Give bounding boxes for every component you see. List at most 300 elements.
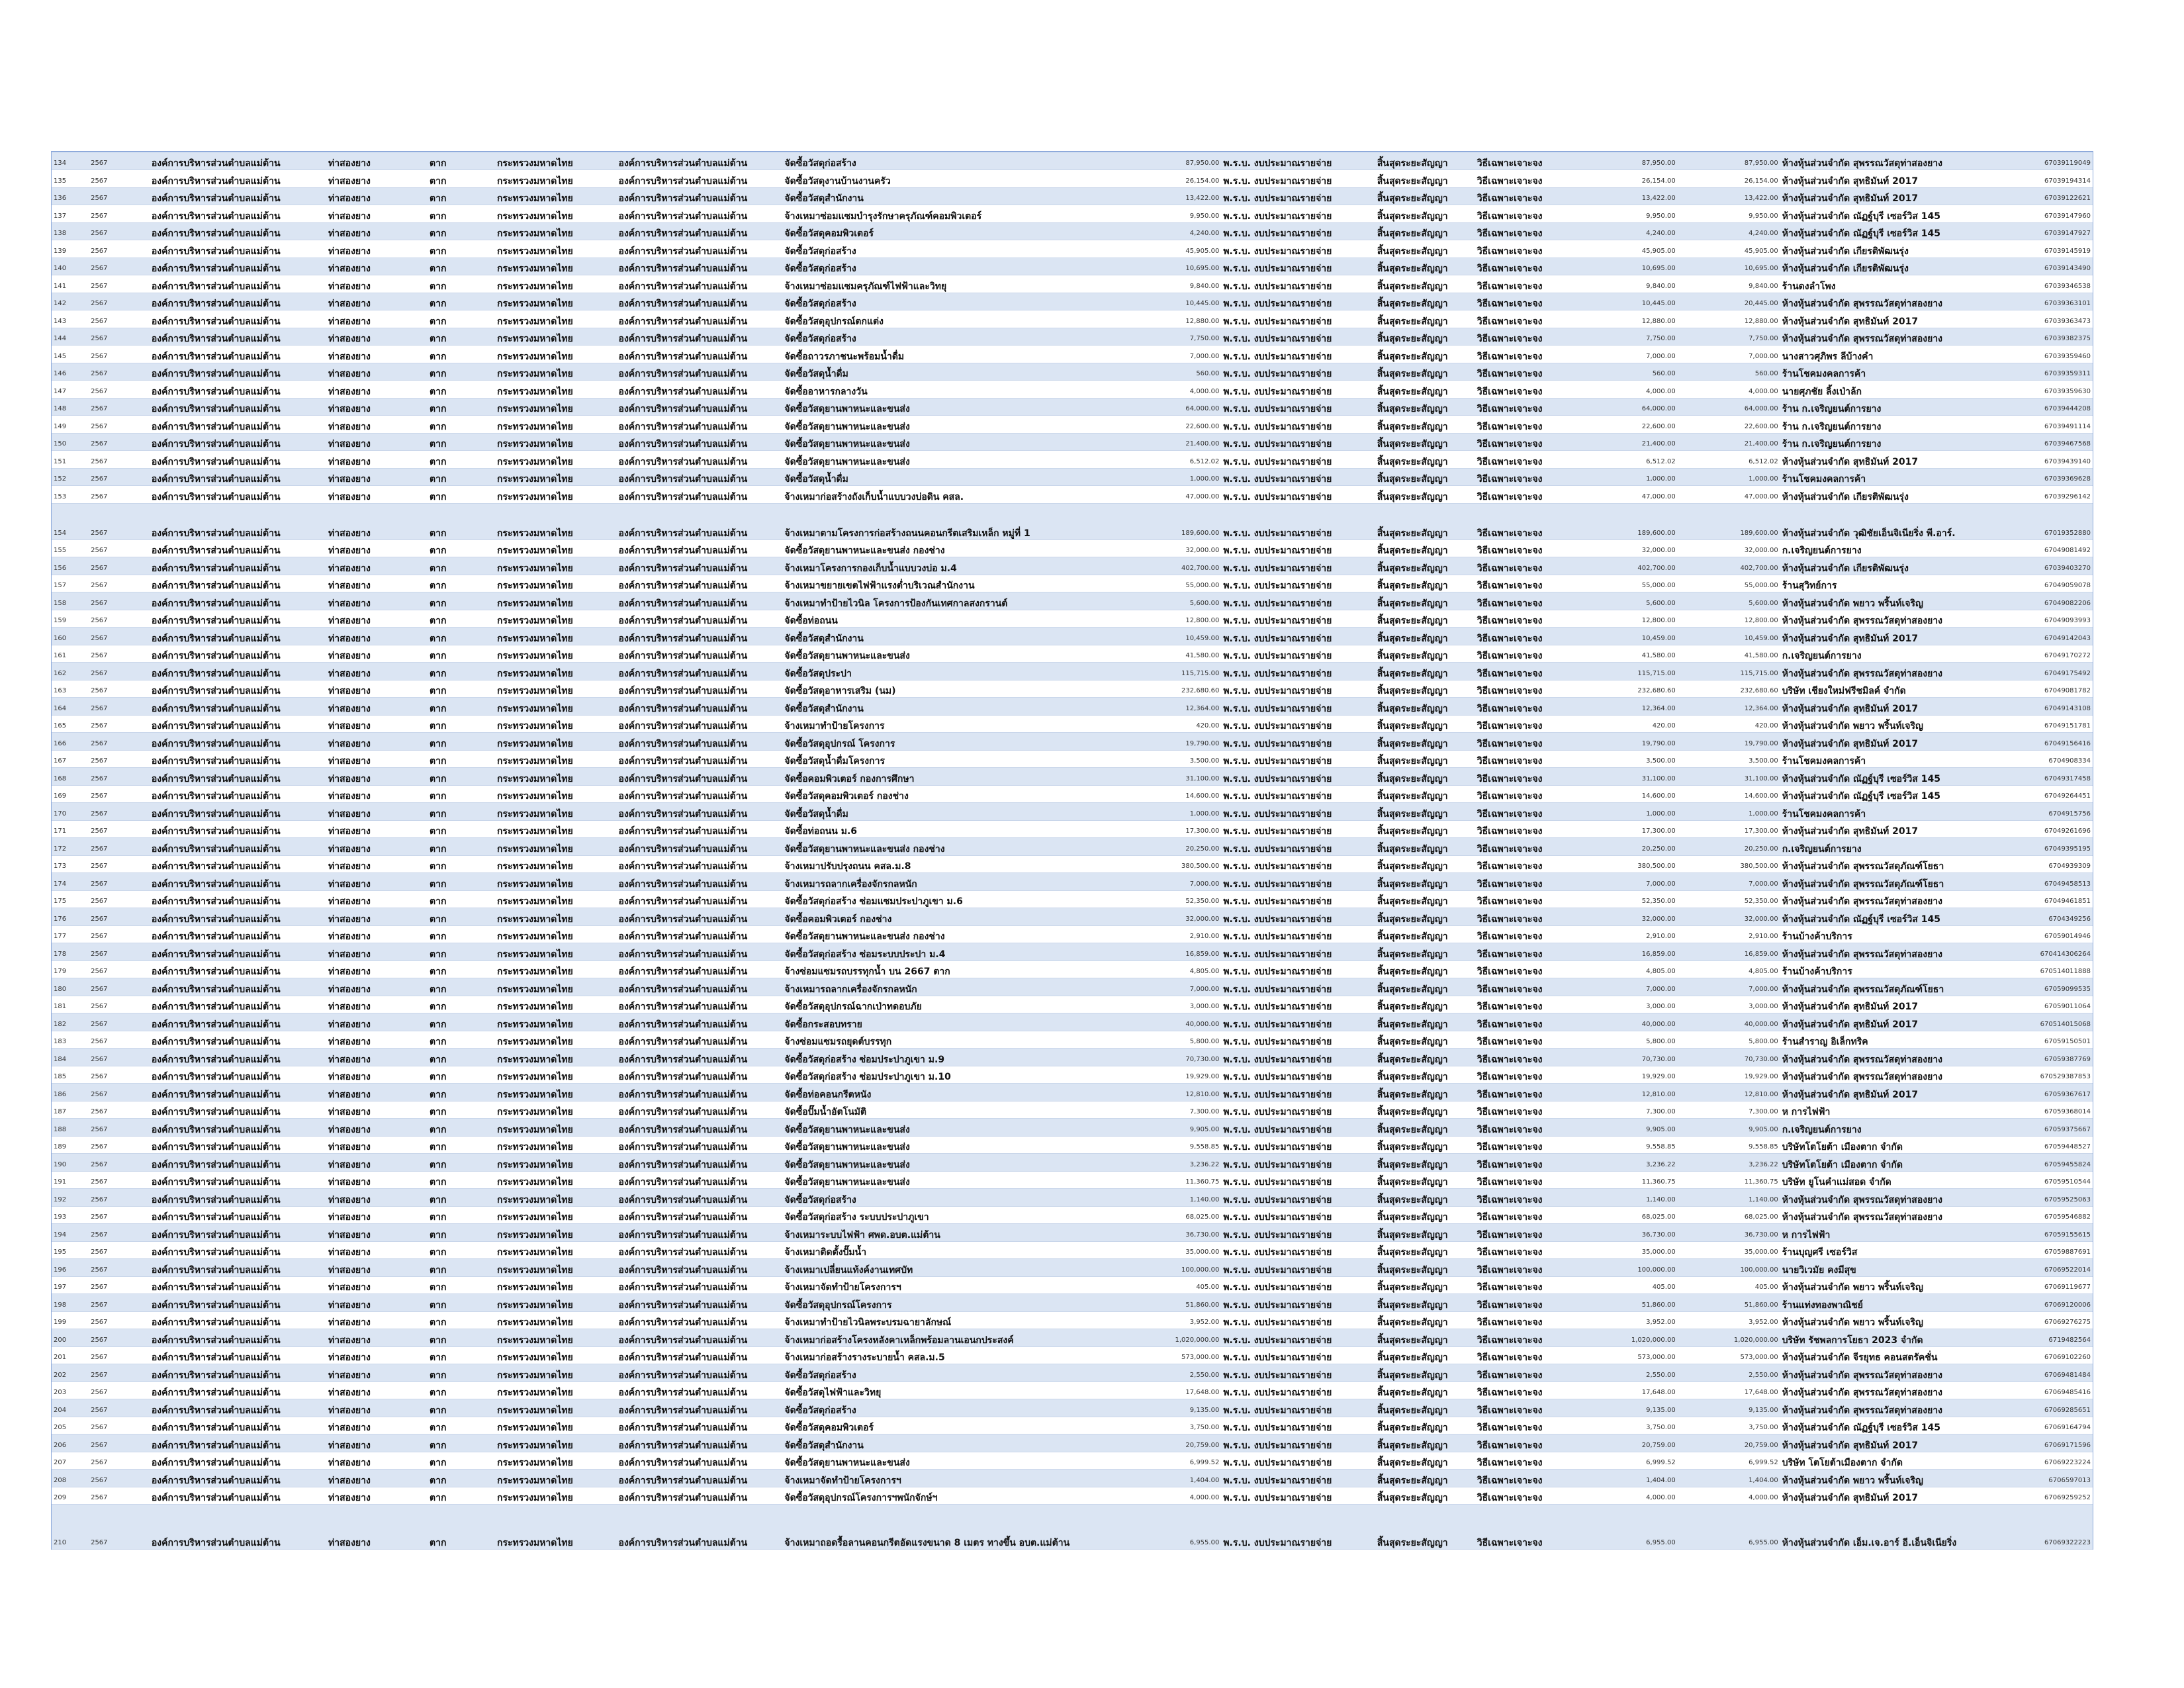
- district: ท่าสองยาง: [326, 803, 428, 821]
- agency: องค์การบริหารส่วนตำบลแม่ต้าน: [150, 381, 326, 399]
- vendor: ห้างหุ้นส่วนจำกัด สุพรรณวัสดุท่าสองยาง: [1780, 152, 1997, 170]
- project-name: จัดซื้อวัสดุสำนักงาน: [782, 628, 1133, 645]
- province: ตาก: [428, 1241, 495, 1259]
- budget-source: พ.ร.บ. งบประมาณรายจ่าย: [1221, 750, 1375, 768]
- project-name: จัดซื้อวัสดุก่อสร้าง ระบบประปาภูเขา: [782, 1206, 1133, 1224]
- row-number: 161: [52, 645, 89, 663]
- reference-price: 21,400.00: [1576, 433, 1678, 451]
- province: ตาก: [428, 152, 495, 170]
- ministry: กระทรวงมหาดไทย: [495, 1311, 617, 1329]
- project-name: จัดซื้อวัสดุก่อสร้าง: [782, 1364, 1133, 1382]
- vendor: ห้างหุ้นส่วนจำกัด ณัฏฐ์บุรี เซอร์วิส 145: [1780, 768, 1997, 786]
- agency: องค์การบริหารส่วนตำบลแม่ต้าน: [150, 328, 326, 346]
- row-number: 197: [52, 1276, 89, 1294]
- status: สิ้นสุดระยะสัญญา: [1375, 205, 1475, 223]
- budget: 19,929.00: [1134, 1066, 1222, 1084]
- method: วิธีเฉพาะเจาะจง: [1475, 978, 1576, 996]
- district: ท่าสองยาง: [326, 855, 428, 873]
- district: ท่าสองยาง: [326, 663, 428, 680]
- contract-price: 4,000.00: [1678, 381, 1780, 399]
- row-number: 134: [52, 152, 89, 170]
- contract-price: 4,240.00: [1678, 222, 1780, 240]
- province: ตาก: [428, 575, 495, 592]
- department: องค์การบริหารส่วนตำบลแม่ต้าน: [617, 610, 783, 628]
- row-number: 139: [52, 240, 89, 258]
- vendor: ห้างหุ้นส่วนจำกัด สุพรรณวัสดุท่าสองยาง: [1780, 1189, 1997, 1207]
- contract-price: 5,600.00: [1678, 592, 1780, 610]
- district: ท่าสองยาง: [326, 1382, 428, 1399]
- reference-price: 41,580.00: [1576, 645, 1678, 663]
- agency: องค์การบริหารส่วนตำบลแม่ต้าน: [150, 663, 326, 680]
- budget: 4,805.00: [1134, 961, 1222, 978]
- ministry: กระทรวงมหาดไทย: [495, 1329, 617, 1347]
- ministry: กระทรวงมหาดไทย: [495, 820, 617, 838]
- project-id: 67059011064: [1997, 996, 2093, 1013]
- status: สิ้นสุดระยะสัญญา: [1375, 1206, 1475, 1224]
- method: วิธีเฉพาะเจาะจง: [1475, 1066, 1576, 1084]
- contract-price: 9,840.00: [1678, 275, 1780, 293]
- department: องค์การบริหารส่วนตำบลแม่ต้าน: [617, 628, 783, 645]
- reference-price: 12,880.00: [1576, 310, 1678, 328]
- table-row: [52, 503, 2093, 539]
- table-row: [52, 1101, 2093, 1119]
- budget-source: พ.ร.บ. งบประมาณรายจ่าย: [1221, 978, 1375, 996]
- vendor: ห้างหุ้นส่วนจำกัด พยาว พริ้นท์เจริญ: [1780, 715, 1997, 733]
- table-row: [52, 575, 2093, 592]
- budget-source: พ.ร.บ. งบประมาณรายจ่าย: [1221, 170, 1375, 188]
- department: องค์การบริหารส่วนตำบลแม่ต้าน: [617, 873, 783, 891]
- contract-price: 19,929.00: [1678, 1066, 1780, 1084]
- budget-source: พ.ร.บ. งบประมาณรายจ่าย: [1221, 592, 1375, 610]
- contract-price: 3,236.22: [1678, 1154, 1780, 1172]
- budget: 1,000.00: [1134, 803, 1222, 821]
- reference-price: 1,140.00: [1576, 1189, 1678, 1207]
- project-name: จัดซื้อวัสดุยานพาหนะและขนส่ง: [782, 645, 1133, 663]
- row-number: 175: [52, 890, 89, 908]
- method: วิธีเฉพาะเจาะจง: [1475, 1224, 1576, 1242]
- project-id: 67049081782: [1997, 680, 2093, 698]
- province: ตาก: [428, 1031, 495, 1049]
- method: วิธีเฉพาะเจาะจง: [1475, 1294, 1576, 1312]
- agency: องค์การบริหารส่วนตำบลแม่ต้าน: [150, 398, 326, 416]
- department: องค์การบริหารส่วนตำบลแม่ต้าน: [617, 187, 783, 205]
- ministry: กระทรวงมหาดไทย: [495, 1084, 617, 1102]
- province: ตาก: [428, 1101, 495, 1119]
- ministry: กระทรวงมหาดไทย: [495, 1171, 617, 1189]
- project-name: จัดซื้อวัสดุอุปกรณ์โครงการ: [782, 1294, 1133, 1312]
- reference-price: 45,905.00: [1576, 240, 1678, 258]
- project-id: 67059375667: [1997, 1119, 2093, 1137]
- table-row: [52, 275, 2093, 293]
- budget-source: พ.ร.บ. งบประมาณรายจ่าย: [1221, 152, 1375, 170]
- row-number: 204: [52, 1399, 89, 1417]
- budget: 115,715.00: [1134, 663, 1222, 680]
- contract-price: 87,950.00: [1678, 152, 1780, 170]
- province: ตาก: [428, 645, 495, 663]
- table-row: [52, 698, 2093, 716]
- project-name: จัดซื้อวัสดุยานพาหนะและขนส่ง กองช่าง: [782, 838, 1133, 856]
- row-number: 159: [52, 610, 89, 628]
- department: องค์การบริหารส่วนตำบลแม่ต้าน: [617, 258, 783, 275]
- district: ท่าสองยาง: [326, 1417, 428, 1434]
- project-name: จัดซื้อวัสดุยานพาหนะและขนส่ง กองช่าง: [782, 539, 1133, 557]
- vendor: ห้างหุ้นส่วนจำกัด ณัฏฐ์บุรี เซอร์วิส 145: [1780, 222, 1997, 240]
- agency: องค์การบริหารส่วนตำบลแม่ต้าน: [150, 1066, 326, 1084]
- year: 2567: [89, 680, 150, 698]
- status: สิ้นสุดระยะสัญญา: [1375, 1452, 1475, 1470]
- agency: องค์การบริหารส่วนตำบลแม่ต้าน: [150, 750, 326, 768]
- ministry: กระทรวงมหาดไทย: [495, 328, 617, 346]
- budget-source: พ.ร.บ. งบประมาณรายจ่าย: [1221, 433, 1375, 451]
- project-name: จ้างเหมาก่อสร้างถังเก็บน้ำแบบวงบ่อดิน คสล.: [782, 486, 1133, 504]
- reference-price: 3,750.00: [1576, 1417, 1678, 1434]
- ministry: กระทรวงมหาดไทย: [495, 978, 617, 996]
- reference-price: 20,250.00: [1576, 838, 1678, 856]
- department: องค์การบริหารส่วนตำบลแม่ต้าน: [617, 1171, 783, 1189]
- project-name: จ้างซ่อมแซมรถบรรทุกน้ำ บน 2667 ตาก: [782, 961, 1133, 978]
- district: ท่าสองยาง: [326, 996, 428, 1013]
- table-row: [52, 170, 2093, 188]
- row-number: 208: [52, 1470, 89, 1487]
- status: สิ้นสุดระยะสัญญา: [1375, 1171, 1475, 1189]
- method: วิธีเฉพาะเจาะจง: [1475, 1452, 1576, 1470]
- project-name: จัดซื้อวัสดุอุปกรณ์ฉากเป่าทดอบภัย: [782, 996, 1133, 1013]
- table-row: [52, 1487, 2093, 1505]
- project-id: 67069322223: [1997, 1505, 2093, 1550]
- province: ตาก: [428, 908, 495, 926]
- project-id: 67049395195: [1997, 838, 2093, 856]
- budget-source: พ.ร.บ. งบประมาณรายจ่าย: [1221, 1346, 1375, 1364]
- ministry: กระทรวงมหาดไทย: [495, 1224, 617, 1242]
- table-row: [52, 1013, 2093, 1031]
- project-id: 67039369628: [1997, 468, 2093, 486]
- budget: 402,700.00: [1134, 557, 1222, 575]
- project-id: 67059387769: [1997, 1049, 2093, 1066]
- status: สิ้นสุดระยะสัญญา: [1375, 1311, 1475, 1329]
- budget: 40,000.00: [1134, 1013, 1222, 1031]
- ministry: กระทรวงมหาดไทย: [495, 1189, 617, 1207]
- method: วิธีเฉพาะเจาะจง: [1475, 1154, 1576, 1172]
- reference-price: 4,000.00: [1576, 381, 1678, 399]
- method: วิธีเฉพาะเจาะจง: [1475, 733, 1576, 751]
- row-number: 137: [52, 205, 89, 223]
- vendor: ร้านโชคมงคลการค้า: [1780, 750, 1997, 768]
- year: 2567: [89, 645, 150, 663]
- budget-source: พ.ร.บ. งบประมาณรายจ่าย: [1221, 222, 1375, 240]
- contract-price: 402,700.00: [1678, 557, 1780, 575]
- row-number: 174: [52, 873, 89, 891]
- table-row: [52, 610, 2093, 628]
- agency: องค์การบริหารส่วนตำบลแม่ต้าน: [150, 698, 326, 716]
- budget-source: พ.ร.บ. งบประมาณรายจ่าย: [1221, 663, 1375, 680]
- status: สิ้นสุดระยะสัญญา: [1375, 1241, 1475, 1259]
- reference-price: 17,300.00: [1576, 820, 1678, 838]
- budget-source: พ.ร.บ. งบประมาณรายจ่าย: [1221, 628, 1375, 645]
- district: ท่าสองยาง: [326, 1154, 428, 1172]
- district: ท่าสองยาง: [326, 715, 428, 733]
- project-name: จัดซื้อวัสดุยานพาหนะและขนส่ง: [782, 416, 1133, 434]
- status: สิ้นสุดระยะสัญญา: [1375, 1329, 1475, 1347]
- status: สิ้นสุดระยะสัญญา: [1375, 1049, 1475, 1066]
- row-number: 183: [52, 1031, 89, 1049]
- status: สิ้นสุดระยะสัญญา: [1375, 1434, 1475, 1452]
- vendor: ห้างหุ้นส่วนจำกัด สุพรรณวัสดุท่าสองยาง: [1780, 890, 1997, 908]
- project-id: 67049142043: [1997, 628, 2093, 645]
- district: ท่าสองยาง: [326, 1294, 428, 1312]
- status: สิ้นสุดระยะสัญญา: [1375, 539, 1475, 557]
- department: องค์การบริหารส่วนตำบลแม่ต้าน: [617, 1241, 783, 1259]
- budget: 5,800.00: [1134, 1031, 1222, 1049]
- table-row: [52, 768, 2093, 786]
- agency: องค์การบริหารส่วนตำบลแม่ต้าน: [150, 1276, 326, 1294]
- project-name: จ้างเหมาซ่อมแซมครุภัณฑ์ไฟฟ้าและวิทยุ: [782, 275, 1133, 293]
- budget-source: พ.ร.บ. งบประมาณรายจ่าย: [1221, 486, 1375, 504]
- vendor: ร้าน ก.เจริญยนต์การยาง: [1780, 398, 1997, 416]
- contract-price: 35,000.00: [1678, 1241, 1780, 1259]
- method: วิธีเฉพาะเจาะจง: [1475, 539, 1576, 557]
- contract-price: 6,999.52: [1678, 1452, 1780, 1470]
- ministry: กระทรวงมหาดไทย: [495, 240, 617, 258]
- method: วิธีเฉพาะเจาะจง: [1475, 1084, 1576, 1102]
- row-number: 168: [52, 768, 89, 786]
- agency: องค์การบริหารส่วนตำบลแม่ต้าน: [150, 733, 326, 751]
- province: ตาก: [428, 1189, 495, 1207]
- project-id: 670529387853: [1997, 1066, 2093, 1084]
- project-id: 67049143108: [1997, 698, 2093, 716]
- contract-price: 11,360.75: [1678, 1171, 1780, 1189]
- table-row: [52, 1066, 2093, 1084]
- method: วิธีเฉพาะเจาะจง: [1475, 803, 1576, 821]
- table-row: [52, 539, 2093, 557]
- province: ตาก: [428, 1136, 495, 1154]
- project-id: 67059368014: [1997, 1101, 2093, 1119]
- row-number: 142: [52, 293, 89, 310]
- ministry: กระทรวงมหาดไทย: [495, 398, 617, 416]
- row-number: 173: [52, 855, 89, 873]
- province: ตาก: [428, 1364, 495, 1382]
- district: ท่าสองยาง: [326, 1452, 428, 1470]
- row-number: 179: [52, 961, 89, 978]
- budget-source: พ.ร.บ. งบประมาณรายจ่าย: [1221, 820, 1375, 838]
- project-name: จัดซื้อท่อถนน: [782, 610, 1133, 628]
- agency: องค์การบริหารส่วนตำบลแม่ต้าน: [150, 503, 326, 539]
- district: ท่าสองยาง: [326, 1171, 428, 1189]
- ministry: กระทรวงมหาดไทย: [495, 310, 617, 328]
- district: ท่าสองยาง: [326, 820, 428, 838]
- year: 2567: [89, 310, 150, 328]
- table-row: [52, 908, 2093, 926]
- year: 2567: [89, 1329, 150, 1347]
- year: 2567: [89, 416, 150, 434]
- status: สิ้นสุดระยะสัญญา: [1375, 1346, 1475, 1364]
- method: วิธีเฉพาะเจาะจง: [1475, 628, 1576, 645]
- method: วิธีเฉพาะเจาะจง: [1475, 1241, 1576, 1259]
- contract-price: 115,715.00: [1678, 663, 1780, 680]
- district: ท่าสองยาง: [326, 1364, 428, 1382]
- budget: 36,730.00: [1134, 1224, 1222, 1242]
- project-id: 67039296142: [1997, 486, 2093, 504]
- contract-price: 64,000.00: [1678, 398, 1780, 416]
- status: สิ้นสุดระยะสัญญา: [1375, 346, 1475, 363]
- table-row: [52, 1434, 2093, 1452]
- project-name: จัดซื้อคอมพิวเตอร์ กองการศึกษา: [782, 768, 1133, 786]
- budget: 4,000.00: [1134, 381, 1222, 399]
- status: สิ้นสุดระยะสัญญา: [1375, 1505, 1475, 1550]
- vendor: ห้างหุ้นส่วนจำกัด เกียรติพัฒนรุ่ง: [1780, 240, 1997, 258]
- status: สิ้นสุดระยะสัญญา: [1375, 785, 1475, 803]
- reference-price: 7,000.00: [1576, 978, 1678, 996]
- table-row: [52, 205, 2093, 223]
- year: 2567: [89, 468, 150, 486]
- row-number: 199: [52, 1311, 89, 1329]
- reference-price: 52,350.00: [1576, 890, 1678, 908]
- budget: 10,459.00: [1134, 628, 1222, 645]
- province: ตาก: [428, 1470, 495, 1487]
- table-row: [52, 1031, 2093, 1049]
- status: สิ้นสุดระยะสัญญา: [1375, 715, 1475, 733]
- ministry: กระทรวงมหาดไทย: [495, 293, 617, 310]
- table-row: [52, 328, 2093, 346]
- agency: องค์การบริหารส่วนตำบลแม่ต้าน: [150, 1434, 326, 1452]
- budget-source: พ.ร.บ. งบประมาณรายจ่าย: [1221, 398, 1375, 416]
- province: ตาก: [428, 539, 495, 557]
- table-row: [52, 592, 2093, 610]
- row-number: 184: [52, 1049, 89, 1066]
- reference-price: 4,240.00: [1576, 222, 1678, 240]
- method: วิธีเฉพาะเจาะจง: [1475, 1470, 1576, 1487]
- project-id: 67049170272: [1997, 645, 2093, 663]
- year: 2567: [89, 628, 150, 645]
- vendor: ห้างหุ้นส่วนจำกัด เกียรติพัฒนรุ่ง: [1780, 258, 1997, 275]
- agency: องค์การบริหารส่วนตำบลแม่ต้าน: [150, 855, 326, 873]
- project-id: 67039147960: [1997, 205, 2093, 223]
- budget: 9,135.00: [1134, 1399, 1222, 1417]
- department: องค์การบริหารส่วนตำบลแม่ต้าน: [617, 240, 783, 258]
- ministry: กระทรวงมหาดไทย: [495, 1417, 617, 1434]
- status: สิ้นสุดระยะสัญญา: [1375, 1417, 1475, 1434]
- province: ตาก: [428, 925, 495, 943]
- province: ตาก: [428, 1505, 495, 1550]
- contract-price: 6,955.00: [1678, 1505, 1780, 1550]
- year: 2567: [89, 1013, 150, 1031]
- budget: 189,600.00: [1134, 503, 1222, 539]
- contract-price: 7,300.00: [1678, 1101, 1780, 1119]
- budget: 9,950.00: [1134, 205, 1222, 223]
- project-name: จัดซื้อคอมพิวเตอร์ กองช่าง: [782, 908, 1133, 926]
- project-name: จัดซื้อวัสดุอุปกรณ์ตกแต่ง: [782, 310, 1133, 328]
- method: วิธีเฉพาะเจาะจง: [1475, 820, 1576, 838]
- status: สิ้นสุดระยะสัญญา: [1375, 486, 1475, 504]
- project-name: จ้างเหมาก่อสร้างโครงหลังคาเหล็กพร้อมลานเอนกประสงค์: [782, 1329, 1133, 1347]
- ministry: กระทรวงมหาดไทย: [495, 925, 617, 943]
- district: ท่าสองยาง: [326, 890, 428, 908]
- district: ท่าสองยาง: [326, 1241, 428, 1259]
- project-name: จัดซื้อวัสดุอุปกรณ์โครงการฯพนักจักษ์ฯ: [782, 1487, 1133, 1505]
- department: องค์การบริหารส่วนตำบลแม่ต้าน: [617, 1031, 783, 1049]
- agency: องค์การบริหารส่วนตำบลแม่ต้าน: [150, 838, 326, 856]
- budget-source: พ.ร.บ. งบประมาณรายจ่าย: [1221, 1049, 1375, 1066]
- agency: องค์การบริหารส่วนตำบลแม่ต้าน: [150, 1364, 326, 1382]
- table-row: [52, 1399, 2093, 1417]
- project-id: 67049461851: [1997, 890, 2093, 908]
- project-id: 67059510544: [1997, 1171, 2093, 1189]
- year: 2567: [89, 925, 150, 943]
- ministry: กระทรวงมหาดไทย: [495, 275, 617, 293]
- reference-price: 47,000.00: [1576, 486, 1678, 504]
- vendor: ห้างหุ้นส่วนจำกัด สุพรรณวัสดุภัณฑ์โยธา: [1780, 978, 1997, 996]
- province: ตาก: [428, 1346, 495, 1364]
- budget-source: พ.ร.บ. งบประมาณรายจ่าย: [1221, 451, 1375, 469]
- method: วิธีเฉพาะเจาะจง: [1475, 503, 1576, 539]
- year: 2567: [89, 1505, 150, 1550]
- year: 2567: [89, 1171, 150, 1189]
- status: สิ้นสุดระยะสัญญา: [1375, 1276, 1475, 1294]
- method: วิธีเฉพาะเจาะจง: [1475, 1346, 1576, 1364]
- method: วิธีเฉพาะเจาะจง: [1475, 486, 1576, 504]
- budget-source: พ.ร.บ. งบประมาณรายจ่าย: [1221, 996, 1375, 1013]
- contract-price: 1,000.00: [1678, 468, 1780, 486]
- table-row: [52, 222, 2093, 240]
- vendor: ห้างหุ้นส่วนจำกัด เอ็ม.เจ.อาร์ อี.เอ็นจิเนียริ่ง: [1780, 1505, 1997, 1550]
- province: ตาก: [428, 468, 495, 486]
- project-name: จ้างเหมาขยายเขตไฟฟ้าแรงต่ำบริเวณสำนักงาน: [782, 575, 1133, 592]
- row-number: 149: [52, 416, 89, 434]
- reference-price: 4,805.00: [1576, 961, 1678, 978]
- province: ตาก: [428, 1259, 495, 1277]
- contract-price: 12,810.00: [1678, 1084, 1780, 1102]
- vendor: ห้างหุ้นส่วนจำกัด สุทธิมันท์ 2017: [1780, 310, 1997, 328]
- project-id: 6704915756: [1997, 803, 2093, 821]
- agency: องค์การบริหารส่วนตำบลแม่ต้าน: [150, 610, 326, 628]
- district: ท่าสองยาง: [326, 1346, 428, 1364]
- project-id: 6704908334: [1997, 750, 2093, 768]
- budget-source: พ.ร.บ. งบประมาณรายจ่าย: [1221, 346, 1375, 363]
- project-name: จัดซื้อวัสดุคอมพิวเตอร์ กองช่าง: [782, 785, 1133, 803]
- project-id: 670414306264: [1997, 943, 2093, 961]
- year: 2567: [89, 803, 150, 821]
- project-id: 67039491114: [1997, 416, 2093, 434]
- budget-source: พ.ร.บ. งบประมาณรายจ่าย: [1221, 575, 1375, 592]
- table-row: [52, 1382, 2093, 1399]
- table-row: [52, 433, 2093, 451]
- row-number: 206: [52, 1434, 89, 1452]
- contract-price: 2,550.00: [1678, 1364, 1780, 1382]
- reference-price: 20,759.00: [1576, 1434, 1678, 1452]
- row-number: 162: [52, 663, 89, 680]
- method: วิธีเฉพาะเจาะจง: [1475, 398, 1576, 416]
- year: 2567: [89, 275, 150, 293]
- province: ตาก: [428, 768, 495, 786]
- province: ตาก: [428, 715, 495, 733]
- table-row: [52, 890, 2093, 908]
- status: สิ้นสุดระยะสัญญา: [1375, 258, 1475, 275]
- vendor: ห้างหุ้นส่วนจำกัด สุพรรณวัสดุท่าสองยาง: [1780, 328, 1997, 346]
- vendor: ร้านโชคมงคลการค้า: [1780, 803, 1997, 821]
- status: สิ้นสุดระยะสัญญา: [1375, 1364, 1475, 1382]
- vendor: ห้างหุ้นส่วนจำกัด ณัฏฐ์บุรี เซอร์วิส 145: [1780, 1417, 1997, 1434]
- agency: องค์การบริหารส่วนตำบลแม่ต้าน: [150, 293, 326, 310]
- table-row: [52, 258, 2093, 275]
- project-id: 6706597013: [1997, 1470, 2093, 1487]
- agency: องค์การบริหารส่วนตำบลแม่ต้าน: [150, 346, 326, 363]
- reference-price: 3,236.22: [1576, 1154, 1678, 1172]
- year: 2567: [89, 557, 150, 575]
- ministry: กระทรวงมหาดไทย: [495, 433, 617, 451]
- ministry: กระทรวงมหาดไทย: [495, 628, 617, 645]
- agency: องค์การบริหารส่วนตำบลแม่ต้าน: [150, 468, 326, 486]
- method: วิธีเฉพาะเจาะจง: [1475, 1487, 1576, 1505]
- vendor: ห้างหุ้นส่วนจำกัด สุทธิมันท์ 2017: [1780, 698, 1997, 716]
